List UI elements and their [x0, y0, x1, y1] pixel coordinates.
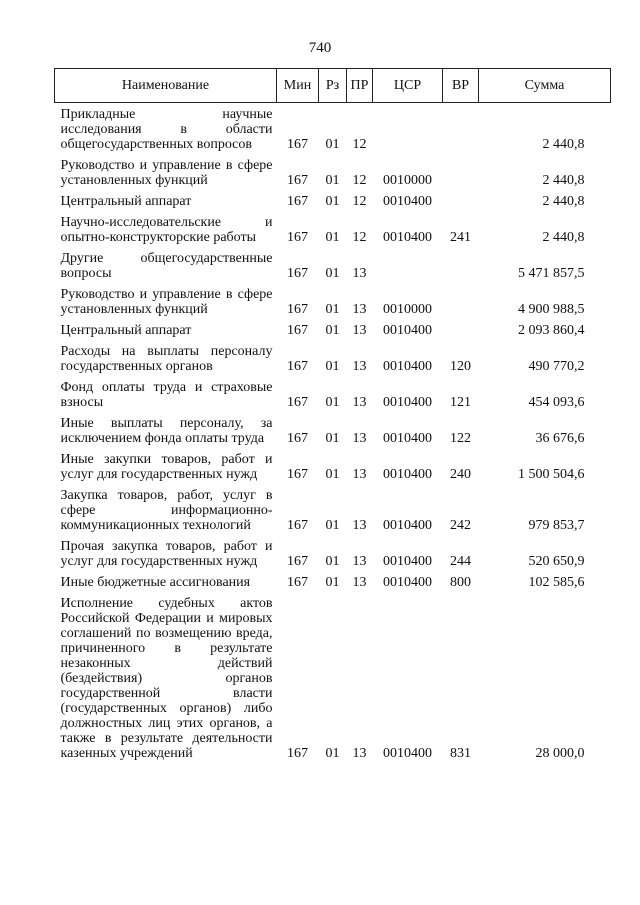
row-vr: 240	[450, 467, 471, 482]
row-csr: 0010400	[383, 467, 432, 482]
header-min: Мин	[277, 69, 319, 103]
header-csr: ЦСР	[373, 69, 443, 103]
row-sum: 454 093,6	[528, 395, 585, 410]
row-vr	[443, 154, 479, 190]
row-csr	[373, 247, 443, 283]
table-body	[55, 103, 611, 764]
row-rz: 01	[325, 467, 340, 482]
table-row	[55, 571, 611, 592]
row-min: 167	[287, 266, 308, 281]
row-name: Исполнение судебных актов Российской Федерации и мировых соглашений по возмещению вреда, причиненного в результате незаконных действий (бездействия) органов государственной власти (государственных органов) либо должностных лиц этих органов, а также в результате деятельности казенных учреждений	[60, 596, 273, 761]
row-vr: 122	[450, 431, 471, 446]
row-name: Научно-исследовательские и опытно-конструкторские работы	[60, 215, 273, 245]
row-rz: 01	[325, 359, 340, 374]
row-rz: 01	[325, 395, 340, 410]
table-row	[55, 484, 611, 535]
row-pr: 13	[352, 359, 367, 374]
row-vr	[443, 283, 479, 319]
row-name: Центральный аппарат	[60, 323, 192, 338]
row-vr: 120	[450, 359, 471, 374]
row-sum: 520 650,9	[528, 554, 585, 569]
row-min: 167	[287, 302, 308, 317]
row-name: Иные закупки товаров, работ и услуг для государственных нужд	[60, 452, 273, 482]
header-pr: ПР	[347, 69, 373, 103]
table-row	[55, 154, 611, 190]
row-pr: 13	[352, 266, 367, 281]
row-rz: 01	[325, 266, 340, 281]
row-csr: 0010000	[383, 173, 432, 188]
row-pr: 12	[352, 137, 367, 152]
row-sum: 102 585,6	[528, 575, 585, 590]
row-sum: 979 853,7	[528, 518, 585, 533]
row-sum: 2 440,8	[542, 173, 585, 188]
row-csr	[373, 103, 443, 155]
row-vr: 242	[450, 518, 471, 533]
row-rz: 01	[325, 746, 340, 761]
row-pr: 13	[352, 554, 367, 569]
row-name: Руководство и управление в сфере установленных функций	[60, 287, 273, 317]
row-name: Расходы на выплаты персоналу государственных органов	[60, 344, 273, 374]
row-csr: 0010400	[383, 554, 432, 569]
row-csr: 0010400	[383, 431, 432, 446]
row-pr: 13	[352, 575, 367, 590]
row-sum: 28 000,0	[535, 746, 585, 761]
row-sum: 1 500 504,6	[518, 467, 585, 482]
header-vr: ВР	[443, 69, 479, 103]
table-row	[55, 376, 611, 412]
row-min: 167	[287, 554, 308, 569]
row-min: 167	[287, 230, 308, 245]
row-name: Центральный аппарат	[60, 194, 192, 209]
row-pr: 12	[352, 194, 367, 209]
row-vr: 121	[450, 395, 471, 410]
row-name: Другие общегосударственные вопросы	[60, 251, 273, 281]
row-csr: 0010400	[383, 395, 432, 410]
table-row	[55, 412, 611, 448]
row-csr: 0010400	[383, 359, 432, 374]
row-vr: 831	[450, 746, 471, 761]
table-row	[55, 211, 611, 247]
header-rz: Рз	[319, 69, 347, 103]
row-sum: 36 676,6	[535, 431, 585, 446]
row-vr	[443, 247, 479, 283]
row-rz: 01	[325, 194, 340, 209]
row-csr: 0010000	[383, 302, 432, 317]
row-vr	[443, 190, 479, 211]
row-min: 167	[287, 746, 308, 761]
table-row	[55, 319, 611, 340]
row-name: Прикладные научные исследования в области общегосударственных вопросов	[60, 107, 273, 152]
row-rz: 01	[325, 554, 340, 569]
row-min: 167	[287, 395, 308, 410]
row-pr: 13	[352, 518, 367, 533]
table-row	[55, 247, 611, 283]
row-pr: 13	[352, 431, 367, 446]
row-csr: 0010400	[383, 194, 432, 209]
row-pr: 13	[352, 395, 367, 410]
row-sum: 2 440,8	[542, 194, 585, 209]
row-sum: 4 900 988,5	[518, 302, 585, 317]
row-min: 167	[287, 518, 308, 533]
row-rz: 01	[325, 173, 340, 188]
table-row	[55, 592, 611, 763]
row-name: Прочая закупка товаров, работ и услуг для государственных нужд	[60, 539, 273, 569]
row-csr: 0010400	[383, 518, 432, 533]
row-rz: 01	[325, 137, 340, 152]
row-name: Закупка товаров, работ, услуг в сфере информационно-коммуникационных технологий	[60, 488, 273, 533]
row-csr: 0010400	[383, 575, 432, 590]
row-sum: 2 440,8	[542, 230, 585, 245]
row-min: 167	[287, 194, 308, 209]
row-rz: 01	[325, 323, 340, 338]
row-csr: 0010400	[383, 323, 432, 338]
table-row	[55, 190, 611, 211]
table-header	[55, 69, 611, 103]
row-rz: 01	[325, 230, 340, 245]
row-vr	[443, 103, 479, 155]
row-min: 167	[287, 359, 308, 374]
row-sum: 2 440,8	[542, 137, 585, 152]
row-vr	[443, 319, 479, 340]
row-csr: 0010400	[383, 746, 432, 761]
row-min: 167	[287, 431, 308, 446]
row-vr: 241	[450, 230, 471, 245]
row-name: Иные бюджетные ассигнования	[60, 575, 251, 590]
row-min: 167	[287, 323, 308, 338]
row-rz: 01	[325, 302, 340, 317]
row-rz: 01	[325, 431, 340, 446]
row-min: 167	[287, 137, 308, 152]
row-name: Иные выплаты персоналу, за исключением фонда оплаты труда	[60, 416, 273, 446]
budget-table	[54, 68, 611, 763]
row-sum: 5 471 857,5	[518, 266, 585, 281]
row-pr: 13	[352, 323, 367, 338]
row-rz: 01	[325, 518, 340, 533]
row-pr: 12	[352, 230, 367, 245]
row-rz: 01	[325, 575, 340, 590]
row-min: 167	[287, 467, 308, 482]
row-min: 167	[287, 575, 308, 590]
table-row	[55, 340, 611, 376]
row-name: Фонд оплаты труда и страховые взносы	[60, 380, 273, 410]
table-row	[55, 535, 611, 571]
table-row	[55, 103, 611, 155]
row-csr: 0010400	[383, 230, 432, 245]
header-name: Наименование	[55, 69, 277, 103]
row-pr: 13	[352, 302, 367, 317]
row-pr: 12	[352, 173, 367, 188]
page-number: 740	[308, 40, 332, 56]
table-row	[55, 448, 611, 484]
header-sum: Сумма	[479, 69, 611, 103]
row-pr: 13	[352, 746, 367, 761]
row-sum: 2 093 860,4	[518, 323, 585, 338]
row-name: Руководство и управление в сфере установленных функций	[60, 158, 273, 188]
row-min: 167	[287, 173, 308, 188]
row-pr: 13	[352, 467, 367, 482]
row-vr: 800	[450, 575, 471, 590]
row-vr: 244	[450, 554, 471, 569]
row-sum: 490 770,2	[528, 359, 585, 374]
table-row	[55, 283, 611, 319]
